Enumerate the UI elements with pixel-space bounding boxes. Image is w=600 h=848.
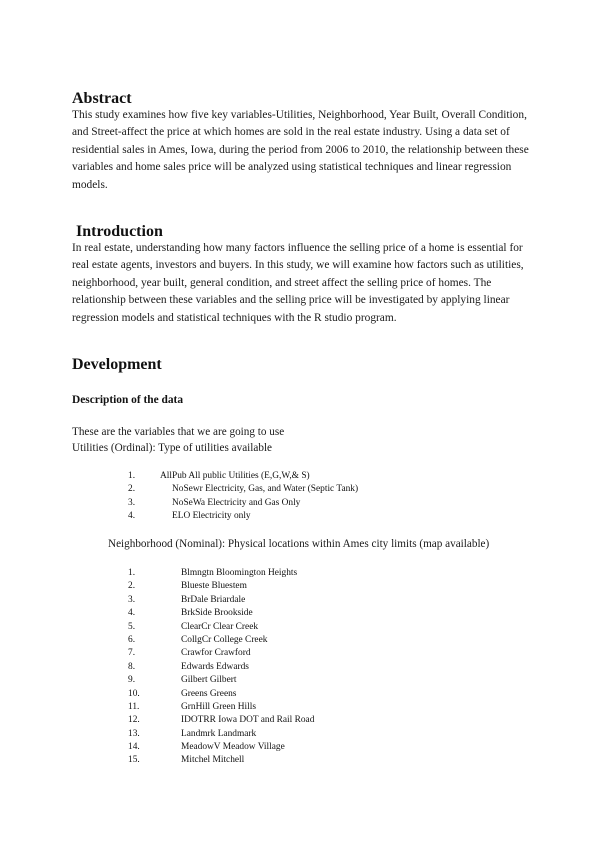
list-item <box>0 594 600 607</box>
list-item-text: BrkSide Brookside <box>181 608 253 619</box>
list-item <box>0 621 600 634</box>
list-item-number: 7. <box>128 648 136 659</box>
list-item-text: BrDale Briardale <box>181 594 246 605</box>
list-item-number: 3. <box>128 594 136 605</box>
list-item <box>0 634 600 647</box>
list-item-number: 8. <box>128 661 136 672</box>
abstract-heading: Abstract <box>72 90 132 107</box>
list-item-number: 4. <box>128 511 136 522</box>
list-item-text: Gilbert Gilbert <box>181 675 237 686</box>
list-item-text: MeadowV Meadow Village <box>181 742 285 753</box>
neighborhood-list <box>0 567 600 768</box>
introduction-text: In real estate, understanding how many factors influence the selling price of a home is essential for real estate agents, investors and buyers. In this study, we will examine how factors such as utilities, neighborhood, year built, general condition, and street affect the selling price of homes. The relationship between these variables and the selling price will be investigated by applying linear regression models and statistical techniques with the R studio program. <box>72 242 524 324</box>
list-item-text: GrnHill Green Hills <box>181 701 256 712</box>
neighborhood-label: Neighborhood (Nominal): Physical locations within Ames city limits (map available) <box>108 538 490 550</box>
list-item-number: 2. <box>128 581 136 592</box>
utilities-list <box>0 470 600 524</box>
list-item-number: 9. <box>128 675 136 686</box>
list-item-number: 2. <box>128 484 136 495</box>
list-item-text: Blueste Bluestem <box>181 581 247 592</box>
list-item-number: 1. <box>128 471 136 481</box>
list-item <box>0 701 600 714</box>
list-item-text: ELO Electricity only <box>172 511 251 522</box>
list-item-number: 10. <box>128 688 140 699</box>
list-item-number: 4. <box>128 608 136 619</box>
list-item <box>0 647 600 660</box>
list-item-text: Mitchel Mitchell <box>181 755 245 766</box>
list-item-number: 5. <box>128 621 136 632</box>
list-item <box>0 607 600 620</box>
list-item-text: ClearCr Clear Creek <box>181 621 259 632</box>
list-item-number: 12. <box>128 715 140 726</box>
list-item-text: IDOTRR Iowa DOT and Rail Road <box>181 715 315 726</box>
list-item-number: 13. <box>128 728 140 739</box>
list-item-number: 14. <box>128 742 140 753</box>
list-item <box>0 688 600 701</box>
introduction-heading: Introduction <box>76 223 163 240</box>
list-item <box>0 580 600 593</box>
list-item-text: CollgCr College Creek <box>181 634 268 645</box>
list-item-text: AllPub All public Utilities (E,G,W,& S) <box>160 471 310 481</box>
list-item <box>0 567 600 580</box>
list-item-number: 1. <box>128 568 136 578</box>
list-item-number: 15. <box>128 755 140 766</box>
list-item <box>0 470 600 483</box>
list-item <box>0 661 600 674</box>
list-item-text: NoSewr Electricity, Gas, and Water (Septic Tank) <box>172 484 359 495</box>
list-item-text: Landmrk Landmark <box>181 728 257 739</box>
variables-intro-line: These are the variables that we are going to use <box>72 426 285 438</box>
list-item-text: Crawfor Crawford <box>181 648 251 659</box>
abstract-text: This study examines how five key variables-Utilities, Neighborhood, Year Built, Overall Condition, and Street-affect the price at which homes are sold in the real estate industry. Using a data set of residential sales in Ames, Iowa, during the period from 2006 to 2010, the relationship between these variables and home sales price will be analyzed using statistical techniques and linear regression models. <box>72 109 529 191</box>
list-item <box>0 510 600 523</box>
development-heading: Development <box>72 356 162 373</box>
list-item <box>0 754 600 767</box>
list-item <box>0 728 600 741</box>
list-item <box>0 483 600 496</box>
list-item-text: Greens Greens <box>181 688 237 699</box>
list-item <box>0 714 600 727</box>
list-item-number: 6. <box>128 634 136 645</box>
list-item <box>0 741 600 754</box>
list-item-number: 3. <box>128 497 136 508</box>
list-item-number: 11. <box>128 701 140 712</box>
list-item <box>0 497 600 510</box>
data-description-subheading: Description of the data <box>72 394 184 406</box>
list-item-text: NoSeWa Electricity and Gas Only <box>172 497 301 508</box>
list-item-text: Blmngtn Bloomington Heights <box>181 568 298 578</box>
utilities-label: Utilities (Ordinal): Type of utilities available <box>72 442 273 454</box>
list-item <box>0 674 600 687</box>
list-item-text: Edwards Edwards <box>181 661 249 672</box>
